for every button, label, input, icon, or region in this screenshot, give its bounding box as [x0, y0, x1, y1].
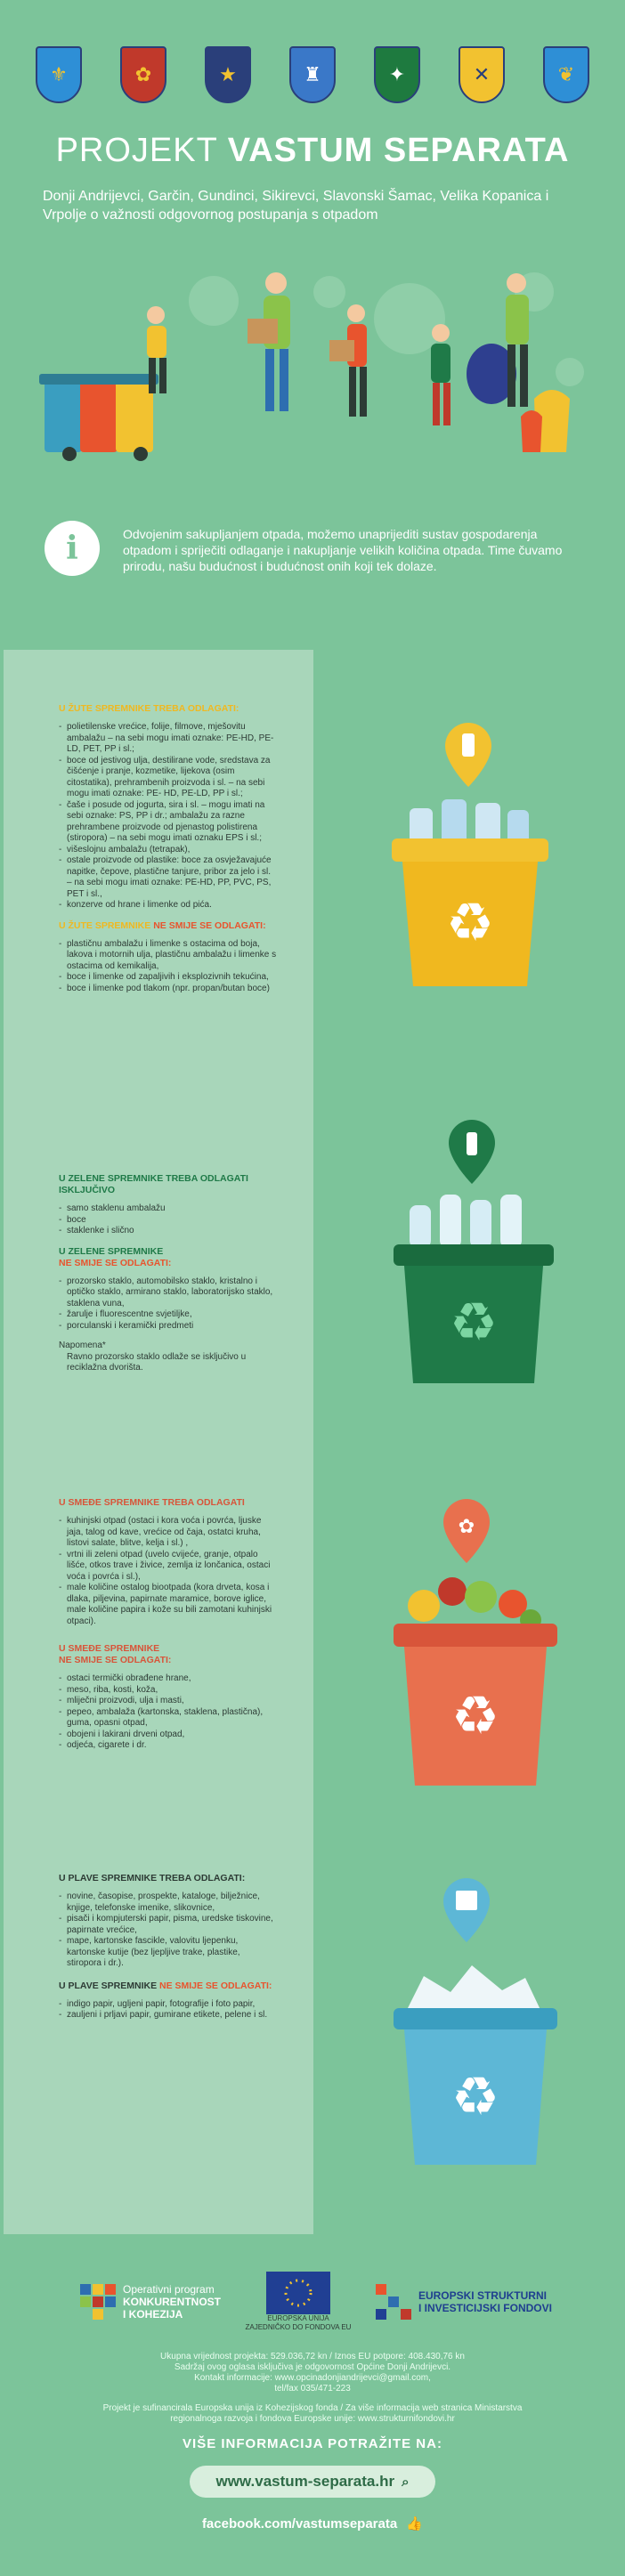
- list-item: - boce od jestivog ulja, destilirane vode, sredstava za čišćenje i pranje, kozmetike, lijekova (osim citostatika), prehrambenih proizvoda i sl. – na sebi mogu imati oznake: PE- HD, PE-LD, PP i sl.;: [59, 756, 277, 800]
- list-item: - vrtni ili zeleni otpad (uvelo cvijeće, granje, otpalo lišće, otkos trave i živice, zemlja iz lončanica, ostaci voća i povrća i sl.),: [59, 1550, 277, 1584]
- blue-allowed-list: [59, 1891, 277, 1970]
- brown-allowed-heading: U SMEĐE SPREMNIKE TREBA ODLAGATI: [59, 1497, 245, 1508]
- info-text: Odvojenim sakupljanjem otpada, možemo unaprijediti sustav gospodarenja otpadom i spriječiti odlaganje i nakupljanje velikih količina otpada. Time čuvamo prirodu, našu budućnost i budućnost onih koji tek dolaze.: [123, 527, 563, 573]
- esif-logo-icon: [376, 2284, 411, 2320]
- brown-allowed-list: [59, 1516, 277, 1627]
- list-item: - male količine ostalog biootpada (kora drveta, kosa i dlaka, piljevina, papirnate maramice, borove iglice, male količine papira i kože su bili zamotani kuhinjski otpaci).: [59, 1583, 277, 1627]
- svg-text:♻: ♻: [450, 1292, 498, 1354]
- green-forbidden-list: [59, 1276, 277, 1333]
- brown-forbidden-heading: U SMEĐE SPREMNIKE NE SMIJE SE ODLAGATI:: [59, 1643, 172, 1665]
- brown-biowaste-bin-icon: [388, 1499, 563, 1793]
- opkk-logo: [80, 2283, 221, 2321]
- funding-line: Kontakt informacije: www.opcinadonjiandrijevci@gmail.com,: [194, 2373, 431, 2383]
- list-item: - novine, časopise, prospekte, kataloge, bilježnice, knjige, telefonske imenike, slikovnice,: [59, 1891, 277, 1914]
- list-item: - mliječni proizvodi, ulja i masti,: [59, 1696, 277, 1707]
- blue-allowed-heading: U PLAVE SPREMNIKE TREBA ODLAGATI:: [59, 1873, 246, 1883]
- list-item: - višeslojnu ambalažu (tetrapak),: [59, 845, 277, 856]
- list-item: - pisači i kompjuterski papir, pisma, uredske tiskovine, papirnate vrećice,: [59, 1914, 277, 1936]
- green-bin-section: [59, 1173, 277, 1374]
- esif-logo: [376, 2284, 552, 2320]
- funding-logos: [80, 2272, 552, 2332]
- more-info-heading: VIŠE INFORMACIJA POTRAŽITE NA:: [183, 2436, 442, 2451]
- info-icon: i: [45, 521, 100, 576]
- list-item: - kuhinjski otpad (ostaci i kora voća i povrća, ljuske jaja, talog od kave, vrećice od čaja, ostatci kruha, listovi salate, blitve, kelja i sl.) ,: [59, 1516, 277, 1550]
- crest-sikirevci-icon: ♜: [289, 46, 336, 103]
- list-item: - samo staklenu ambalažu: [59, 1203, 277, 1215]
- cofunding-info: [53, 2403, 572, 2425]
- list-item: - obojeni i lakirani drveni otpad,: [59, 1729, 277, 1741]
- green-note-title: Napomena*: [59, 1341, 106, 1350]
- blue-bin-section: [59, 1873, 277, 2030]
- opkk-line3: I KOHEZIJA: [123, 2308, 183, 2321]
- svg-text:♻: ♻: [451, 2066, 499, 2128]
- yellow-allowed-list: [59, 722, 277, 911]
- list-item: - porculanski i keramički predmeti: [59, 1321, 277, 1333]
- list-item: - čaše i posude od jogurta, sira i sl. – mogu imati na sebi oznake: PS, PP i dr.; ambalažu za razne prehrambene proizvode od pjenastog polistirena (stiropora) – na sebi mogu imati oznaku EPS i sl.;: [59, 800, 277, 845]
- list-item: - indigo papir, ugljeni papir, fotografije i foto papir,: [59, 1999, 277, 2011]
- svg-text:✿: ✿: [458, 1516, 475, 1538]
- blue-forbidden-heading: U PLAVE SPREMNIKE NE SMIJE SE ODLAGATI:: [59, 1980, 272, 1991]
- opkk-line1: Operativni program: [123, 2283, 215, 2296]
- yellow-forbidden-list: [59, 939, 277, 995]
- green-forbidden-heading: U ZELENE SPREMNIKE NE SMIJE SE ODLAGATI:: [59, 1245, 172, 1268]
- esif-line1: EUROPSKI STRUKTURNI: [418, 2289, 547, 2302]
- funding-info: [53, 2352, 572, 2394]
- list-item: - ostale proizvode od plastike: boce za osvježavajuće napitke, čepove, plastične tanjure, pribor za jelo i sl. – na sebi mogu imati oznake: PE-HD, PP, PVC, PS, PET i sl.,: [59, 855, 277, 900]
- list-item: - odjeća, cigarete i dr.: [59, 1740, 277, 1752]
- crest-velika-kopanica-icon: ✕: [459, 46, 505, 103]
- funding-line: Sadržaj ovog oglasa isključiva je odgovornost Općine Donji Andrijevci.: [174, 2362, 451, 2372]
- opkk-line2: KONKURENTNOST: [123, 2296, 221, 2308]
- blue-paper-bin-icon: [388, 1878, 563, 2172]
- info-note: [45, 521, 579, 576]
- funding-line: tel/fax 035/471-223: [274, 2384, 351, 2394]
- cofunding-line: Projekt je sufinancirala Europska unija iz Kohezijskog fonda / Za više informacija web stranica Ministarstva: [102, 2403, 523, 2413]
- list-item: - žarulje i fluorescentne svjetiljke,: [59, 1309, 277, 1321]
- svg-text:♻: ♻: [451, 1685, 499, 1747]
- green-glass-bin-icon: [390, 1120, 559, 1387]
- search-icon: ⌕: [402, 2474, 410, 2490]
- eu-line2: ZAJEDNIČKO DO FONDOVA EU: [245, 2323, 352, 2331]
- brown-bin-section: [59, 1497, 277, 1761]
- list-item: - mape, kartonske fascikle, valovitu ljepenku, kartonske kutije (bez ljepljive trake, plastike, stiropora i dr.).: [59, 1936, 277, 1970]
- list-item: - boce: [59, 1215, 277, 1227]
- green-allowed-list: [59, 1203, 277, 1237]
- blue-forbidden-list: [59, 1999, 277, 2021]
- svg-text:♻: ♻: [446, 892, 494, 954]
- municipality-crests: [36, 46, 589, 103]
- crest-garcin-icon: ✿: [120, 46, 166, 103]
- crest-gundinci-icon: ★: [205, 46, 251, 103]
- facebook-link[interactable]: [0, 2515, 625, 2531]
- cofunding-line: regionalnoga razvoja i fondova Europske unije: www.strukturnifondovi.hr: [170, 2414, 455, 2424]
- yellow-forbidden-heading: U ŽUTE SPREMNIKE NE SMIJE SE ODLAGATI:: [59, 919, 266, 931]
- website-url[interactable]: www.vastum-separata.hr: [215, 2473, 395, 2490]
- crest-slavonski-samac-icon: ✦: [374, 46, 420, 103]
- crest-vrpolje-icon: ❦: [543, 46, 589, 103]
- green-allowed-heading: U ZELENE SPREMNIKE TREBA ODLAGATI ISKLJUČIVO: [59, 1173, 248, 1195]
- opkk-logo-icon: [80, 2284, 116, 2320]
- list-item: - boce i limenke pod tlakom (npr. propan/butan boce): [59, 984, 277, 995]
- list-item: - prozorsko staklo, automobilsko staklo, kristalno i optičko staklo, armirano staklo, laboratorijsko staklo, staklena vuna,: [59, 1276, 277, 1310]
- list-item: - zauljeni i prljavi papir, gumirane etikete, pelene i sl.: [59, 2010, 277, 2021]
- crest-donji-andrijevci-icon: ⚜: [36, 46, 82, 103]
- yellow-allowed-heading: U ŽUTE SPREMNIKE TREBA ODLAGATI:: [59, 703, 239, 714]
- list-item: - ostaci termički obrađene hrane,: [59, 1673, 277, 1685]
- list-item: - plastičnu ambalažu i limenke s ostacima od boja, lakova i motornih ulja, plastičnu ambalažu i limenke s ostacima od kemikalija,: [59, 939, 277, 973]
- people-recycling-illustration: [36, 265, 589, 470]
- list-item: - meso, riba, kosti, koža,: [59, 1685, 277, 1697]
- eu-logo: [245, 2272, 351, 2332]
- eu-line1: EUROPSKA UNIJA: [267, 2314, 329, 2322]
- brown-forbidden-list: [59, 1673, 277, 1752]
- list-item: - boce i limenke od zapaljivih i eksplozivnih tekućina,: [59, 972, 277, 984]
- thumbs-up-icon: 👍: [406, 2516, 424, 2531]
- eu-flag-icon: [266, 2272, 330, 2314]
- yellow-bin-section: [59, 703, 277, 1003]
- list-item: - konzerve od hrane i limenke od pića.: [59, 900, 277, 911]
- list-item: - staklenke i slično: [59, 1226, 277, 1237]
- list-item: - pepeo, ambalaža (kartonska, staklena, plastična), guma, opasni otpad,: [59, 1707, 277, 1729]
- page-subtitle: Donji Andrijevci, Garčin, Gundinci, Sikirevci, Slavonski Šamac, Velika Kopanica i Vrpolje o važnosti odgovornog postupanja s otpadom: [43, 189, 549, 223]
- esif-line2: I INVESTICIJSKI FONDOVI: [418, 2302, 552, 2314]
- yellow-plastic-bin-icon: [383, 723, 561, 990]
- website-link[interactable]: [190, 2466, 435, 2498]
- green-note: Ravno prozorsko staklo odlaže se isključivo u reciklažna dvorišta.: [67, 1351, 247, 1373]
- funding-line: Ukupna vrijednost projekta: 529.036,72 kn / Iznos EU potpore: 408.430,76 kn: [160, 2352, 465, 2361]
- list-item: - polietilenske vrećice, folije, filmove, mješovitu ambalažu – na sebi mogu imati oznake: PE-HD, PE-LD, PET, PP i sl.;: [59, 722, 277, 756]
- page-title: PROJEKT VASTUM SEPARATA: [55, 132, 570, 169]
- facebook-url[interactable]: facebook.com/vastumseparata: [201, 2516, 398, 2531]
